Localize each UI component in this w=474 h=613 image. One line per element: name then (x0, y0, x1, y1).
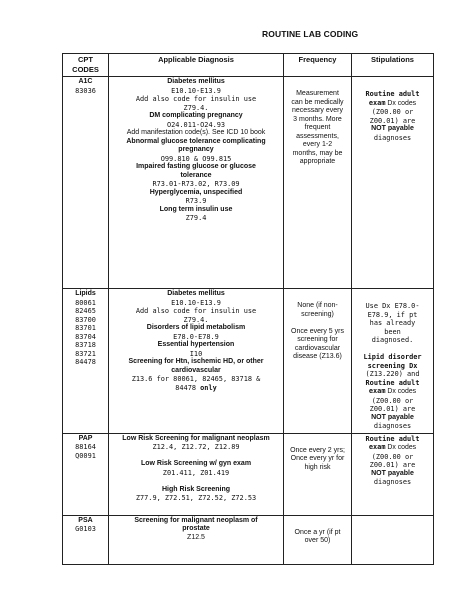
cpt-group-name: PSA (78, 516, 93, 524)
cpt-code: 83704 (75, 332, 96, 341)
diagnosis-title: tolerance (180, 171, 212, 179)
stipulation-text: (Z00.00 or (371, 396, 414, 405)
frequency-cell-lipids (284, 289, 352, 434)
cpt-code: G0103 (75, 525, 96, 533)
diagnosis-codes: R73.9 (185, 197, 207, 205)
frequency-text: screening) (301, 310, 334, 318)
table-row-pap (63, 433, 434, 515)
diagnosis-title: High Risk Screening (161, 485, 231, 493)
stipulations-cell-a1c (352, 77, 434, 289)
stipulation-text: been (384, 327, 401, 336)
stipulation-text: Dx codes (385, 444, 417, 451)
diagnosis-codes: E78.0-E78.9 (173, 332, 219, 341)
stipulation-text: screening Dx (367, 361, 418, 370)
stipulations-cell-psa (352, 515, 434, 564)
diagnosis-title: Hyperglycemia, unspecified (149, 188, 243, 196)
frequency-text: screening for (297, 336, 338, 343)
cpt-code: 83721 (75, 349, 96, 358)
stipulation-text: Z00.01) are (369, 116, 416, 125)
stipulation-text: Routine adult (365, 90, 420, 98)
stipulations-cell-pap (352, 433, 434, 515)
stipulation-text: (Z13.220) and (365, 370, 420, 378)
stipulation-text: (Z00.00 or (371, 452, 414, 461)
stipulation-text: (Z00.00 or (371, 108, 414, 116)
diagnosis-title: DM complicating pregnancy (149, 112, 243, 119)
frequency-cell-psa (284, 515, 352, 564)
frequency-text: Once every 2 yrs; (290, 446, 345, 454)
diagnosis-title: Screening for Htn, ischemic HD, or other (128, 358, 264, 365)
stipulation-text: Routine adult (365, 434, 420, 443)
diagnosis-title: Diabetes mellitus (167, 290, 225, 297)
diagnosis-cell-psa (109, 515, 284, 564)
diagnosis-note: Add also code for insulin use (135, 307, 257, 315)
table-row-lipids (63, 289, 434, 434)
diagnosis-codes: R73.01-R73.02, R73.09 (152, 180, 240, 188)
cpt-code: Q0091 (75, 451, 96, 460)
stipulation-text: Z00.01) are (369, 405, 416, 413)
header-applicable-diagnosis: Applicable Diagnosis (109, 54, 284, 77)
stipulation-text: Dx codes (385, 388, 417, 395)
stipulation-emphasis: exam (368, 387, 386, 395)
lab-coding-table (62, 53, 434, 565)
diagnosis-cell-a1c (109, 77, 284, 289)
diagnosis-codes: Z12.4, Z12.72, Z12.89 (152, 443, 240, 451)
stipulation-emphasis: NOT payable (371, 125, 414, 132)
cpt-group-name: A1C (78, 78, 93, 85)
frequency-text: disease (Z13.6) (293, 353, 342, 360)
diagnosis-title: cardiovascular (171, 366, 221, 374)
cpt-group-name: Lipids (75, 290, 96, 297)
frequency-text: months, may be (292, 149, 343, 157)
diagnosis-title: Low Risk Screening w/ gyn exam (140, 460, 252, 467)
frequency-text: high risk (304, 463, 331, 471)
diagnosis-cell-pap (109, 433, 284, 515)
cpt-cell-a1c (63, 77, 109, 289)
stipulation-emphasis: exam (368, 443, 386, 451)
cpt-code: 83036 (75, 86, 96, 95)
diagnosis-title: prostate (182, 525, 210, 532)
frequency-text: None (if non- (297, 302, 338, 309)
frequency-cell-pap (284, 433, 352, 515)
frequency-text: every 1-2 (302, 141, 333, 148)
cpt-code: 82465 (75, 307, 96, 315)
diagnosis-note: Z79.4. (183, 315, 209, 324)
spacer (110, 452, 282, 461)
frequency-text: appropriate (299, 158, 336, 165)
header-frequency: Frequency (284, 54, 352, 77)
diagnosis-note: Add manifestation code(s). See ICD 10 book (126, 129, 266, 136)
frequency-text: 3 months. More (293, 115, 342, 123)
stipulation-text (353, 387, 432, 397)
diagnosis-cell-lipids (109, 289, 284, 434)
frequency-text: assessments, (296, 132, 339, 140)
diagnosis-title: Screening for malignant neoplasm of (134, 516, 258, 524)
cpt-code: 84478 (75, 358, 96, 366)
cpt-code: 83701 (75, 324, 96, 332)
frequency-cell-a1c (284, 77, 352, 289)
page-title: ROUTINE LAB CODING (262, 29, 359, 39)
frequency-text: Once every yr for (290, 455, 345, 462)
cpt-code: 83718 (75, 341, 96, 349)
diagnosis-note: Z79.4. (183, 103, 209, 112)
frequency-text: over 50) (304, 537, 331, 544)
diagnosis-codes: E10.10-E13.9 (171, 86, 221, 95)
frequency-text: Once a yr (if pt (294, 528, 341, 536)
diagnosis-codes: Z01.411, Z01.419 (162, 468, 230, 477)
cpt-cell-pap (63, 433, 109, 515)
diagnosis-emphasis: only (196, 383, 217, 392)
diagnosis-codes: Z13.6 for 80061, 82465, 83718 & (131, 375, 261, 383)
stipulation-text: Z00.01) are (369, 461, 416, 469)
stipulation-text: diagnoses (373, 478, 412, 486)
diagnosis-codes: E10.10-E13.9 (171, 298, 221, 307)
stipulation-text: Dx codes (385, 99, 417, 107)
diagnosis-codes (110, 384, 282, 393)
diagnosis-title: Impaired fasting glucose or glucose (136, 163, 256, 170)
table-row-a1c (63, 77, 434, 289)
diagnosis-codes: O99.810 & O99.815 (160, 154, 232, 163)
frequency-text: can be medically (291, 98, 344, 106)
diagnosis-title: pregnancy (178, 146, 214, 153)
diagnosis-title: Abnormal glucose tolerance complicating (126, 137, 266, 145)
frequency-text: cardiovascular (294, 344, 341, 352)
stipulation-text: has already (369, 319, 416, 327)
stipulation-text: Routine adult (365, 378, 420, 387)
cpt-group-name: PAP (78, 434, 93, 442)
frequency-text: necessary every (292, 107, 343, 114)
header-cpt-codes: CPT CODES (63, 54, 109, 77)
diagnosis-codes: Z79.4 (185, 214, 207, 222)
stipulation-text: E78.9, if pt (367, 310, 418, 319)
cpt-code: 80061 (75, 298, 96, 307)
diagnosis-title: Diabetes mellitus (167, 78, 225, 85)
frequency-text: Once every 5 yrs (291, 327, 344, 335)
stipulations-cell-lipids (352, 289, 434, 434)
stipulation-text: Use Dx E78.0- (365, 302, 420, 310)
diagnosis-codes: Z77.9, Z72.51, Z72.52, Z72.53 (135, 494, 257, 502)
diagnosis-title: Disorders of lipid metabolism (146, 324, 246, 331)
stipulation-text (353, 443, 432, 453)
diagnosis-title: Low Risk Screening for malignant neoplasm (122, 434, 270, 442)
stipulation-text: diagnosed. (371, 336, 414, 344)
stipulation-emphasis: NOT payable (371, 469, 414, 477)
diagnosis-codes: I10 (189, 349, 203, 358)
stipulation-emphasis: NOT payable (371, 413, 414, 421)
cpt-code: 83700 (75, 315, 96, 324)
spacer (285, 319, 350, 328)
stipulation-text (353, 99, 432, 109)
cpt-cell-psa (63, 515, 109, 564)
diagnosis-title: Essential hypertension (157, 341, 235, 348)
diagnosis-title: Long term insulin use (159, 205, 233, 213)
frequency-text: frequent (304, 124, 331, 131)
stipulation-text: diagnoses (373, 422, 412, 430)
diagnosis-codes: Z12.5 (187, 533, 205, 541)
diagnosis-note: Add also code for insulin use (135, 95, 257, 103)
diagnosis-codes: O24.011-O24.93 (166, 120, 226, 129)
table-row-psa (63, 515, 434, 564)
header-stipulations: Stipulations (352, 54, 434, 77)
stipulation-emphasis: exam (368, 98, 386, 107)
frequency-text: Measurement (296, 90, 339, 97)
spacer (353, 345, 432, 354)
cpt-cell-lipids (63, 289, 109, 434)
stipulation-text: diagnoses (373, 133, 412, 142)
spacer (110, 477, 282, 486)
cpt-code: 88164 (75, 443, 96, 451)
stipulation-text: Lipid disorder (363, 353, 422, 361)
table-header-row (63, 54, 434, 77)
diagnosis-codes: 84478 (175, 383, 196, 392)
